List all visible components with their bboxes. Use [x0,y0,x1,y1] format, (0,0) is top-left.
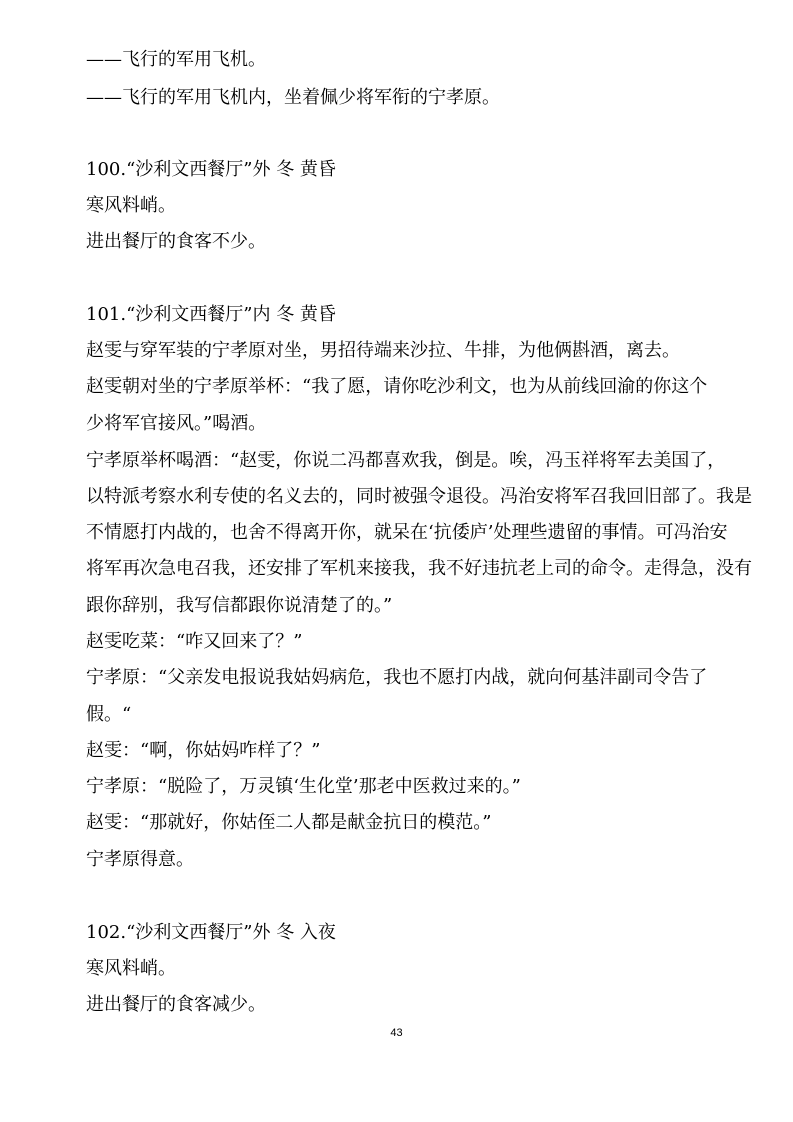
text-line: 宁孝原：“父亲发电报说我姑妈病危，我也不愿打内战，就向何基沣副司令告了 [86,667,708,688]
text-line: 进出餐厅的食客不少。 [86,231,266,252]
text-line: 寒风料峭。 [86,958,176,979]
text-line: 不情愿打内战的，也舍不得离开你，就呆在‘抗倭庐’处理些遗留的事情。可冯治安 [86,522,728,543]
text-line: 宁孝原：“脱险了，万灵镇‘生化堂’那老中医救过来的。” [86,776,521,797]
text-line: 赵雯：“那就好，你姑侄二人都是献金抗日的模范。” [86,812,492,833]
text-line: 赵雯吃菜：“咋又回来了？” [86,631,303,652]
text-line: 宁孝原得意。 [86,849,194,870]
text-line: 跟你辞别，我写信都跟你说清楚了的。” [86,595,393,616]
text-line: ——飞行的军用飞机内，坐着佩少将军衔的宁孝原。 [86,87,500,108]
text-line: ——飞行的军用飞机。 [86,49,266,70]
text-line: 寒风料峭。 [86,195,176,216]
text-line: 假。“ [86,704,132,725]
text-line: 以特派考察水利专使的名义去的，同时被强令退役。冯治安将军召我回旧部了。我是 [86,486,752,507]
text-line: 进出餐厅的食客减少。 [86,994,266,1015]
text-line: 少将军官接风。”喝酒。 [86,413,267,434]
scene-heading: 101.“沙利文西餐厅”内 冬 黄昏 [86,304,336,325]
scene-heading: 100.“沙利文西餐厅”外 冬 黄昏 [86,159,336,180]
page-number: 43 [390,1027,403,1039]
scene-heading: 102.“沙利文西餐厅”外 冬 入夜 [86,922,336,943]
text-line: 将军再次急电召我，还安排了军机来接我，我不好违抗老上司的命令。走得急，没有 [86,558,752,579]
text-line: 赵雯朝对坐的宁孝原举杯：“我了愿，请你吃沙利文，也为从前线回渝的你这个 [86,376,708,397]
text-line: 宁孝原举杯喝酒：“赵雯，你说二冯都喜欢我，倒是。唉，冯玉祥将军去美国了， [86,450,726,471]
text-line: 赵雯与穿军装的宁孝原对坐，男招待端来沙拉、牛排，为他俩斟酒，离去。 [86,340,680,361]
text-line: 赵雯：“啊，你姑妈咋样了？” [86,740,321,761]
